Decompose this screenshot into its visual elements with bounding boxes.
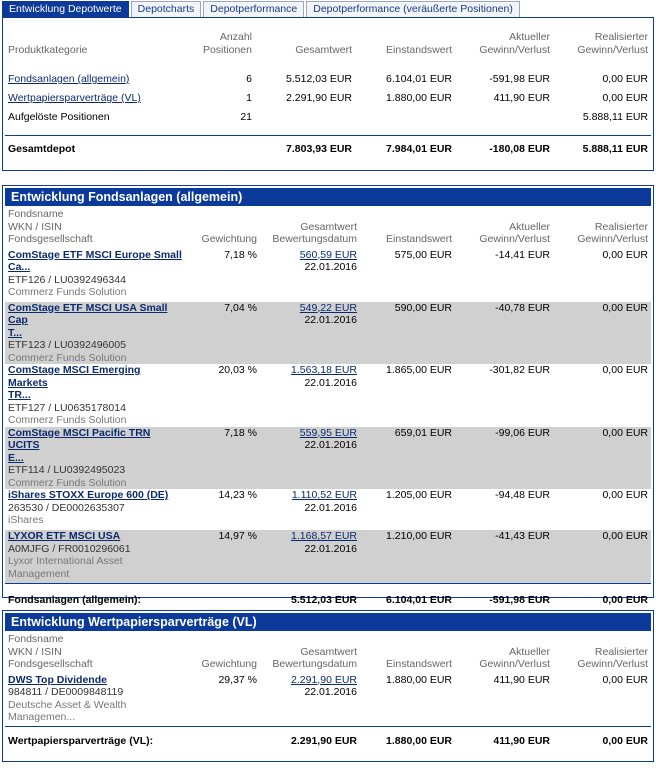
- fund-row: ComStage ETF MSCI USA Small Cap T... ETF123 / LU0392496005 Commerz Funds Solution 7,04 % 549,22 EUR 22.01.2016 590,00 EUR -40,78 EUR 0,00 EUR: [5, 302, 651, 365]
- link-fondsanlagen[interactable]: Fondsanlagen (allgemein): [8, 73, 130, 85]
- col-einstandswert: Einstandswert: [386, 233, 452, 245]
- vl-total-label: Wertpapiersparverträge (VL):: [5, 727, 260, 755]
- col-einstandswert: Einstandswert: [386, 658, 452, 670]
- gesamtwert: [255, 108, 355, 127]
- vl-title: Entwicklung Wertpapiersparverträge (VL): [5, 613, 651, 631]
- overview-table: [5, 31, 651, 162]
- bewertungsdatum: 22.01.2016: [304, 376, 357, 389]
- funds-total-gesamtwert: 5.512,03 EUR: [260, 583, 360, 617]
- fund-name-link[interactable]: ComStage MSCI Emerging Markets TR...: [8, 364, 141, 401]
- col-realisierter-gv: Realisierter Gewinn/Verlust: [577, 645, 648, 670]
- einstandswert: 1.210,00 EUR: [386, 530, 452, 542]
- total-gesamtwert: 7.803,93 EUR: [255, 135, 355, 162]
- tab-depotperformance-veraeussert[interactable]: Depotperformance (veräußerte Positionen): [306, 1, 520, 17]
- realisierter-gv: 0,00 EUR: [602, 248, 648, 261]
- bewertungsdatum: 22.01.2016: [304, 542, 357, 555]
- col-gesamtwert: Gesamtwert Bewertungsdatum: [272, 220, 357, 245]
- gesamtwert-link[interactable]: 560,59 EUR: [299, 248, 357, 261]
- einstandswert: 1.880,00 EUR: [386, 92, 452, 104]
- tab-bar: [2, 1, 522, 17]
- col-aktueller-gv: Aktueller Gewinn/Verlust: [479, 645, 550, 670]
- col-realisierter-gv: Realisierter Gewinn/Verlust: [577, 220, 648, 245]
- tab-entwicklung-depotwerte[interactable]: Entwicklung Depotwerte: [2, 1, 129, 17]
- einstandswert: 1.880,00 EUR: [386, 673, 452, 686]
- total-aktueller-gv: -180,08 EUR: [455, 135, 553, 162]
- funds-total-einstandswert: 6.104,01 EUR: [360, 583, 455, 617]
- overview-row-aufgeloest: [5, 108, 651, 127]
- realisierter-gv: 0,00 EUR: [602, 92, 648, 104]
- gesamtwert-link[interactable]: 1.110,52 EUR: [291, 489, 357, 501]
- vl-total-einstandswert: 1.880,00 EUR: [360, 727, 455, 755]
- einstandswert: 575,00 EUR: [394, 248, 452, 261]
- funds-title: Entwicklung Fondsanlagen (allgemein): [5, 188, 651, 206]
- realisierter-gv: 0,00 EUR: [602, 73, 648, 85]
- aktueller-gv: -41,43 EUR: [495, 530, 550, 542]
- fund-name-link[interactable]: ComStage ETF MSCI USA Small Cap T...: [8, 301, 168, 339]
- einstandswert: 590,00 EUR: [394, 301, 452, 314]
- fund-name-link[interactable]: DWS Top Dividende: [8, 673, 107, 686]
- aktueller-gv: -99,06 EUR: [495, 426, 550, 439]
- fund-name-link[interactable]: iShares STOXX Europe 600 (DE): [8, 489, 169, 501]
- vl-table: [5, 633, 651, 755]
- count: 6: [246, 73, 252, 85]
- count: 1: [246, 92, 252, 104]
- einstandswert: 659,01 EUR: [394, 426, 452, 439]
- vl-total-row: [5, 727, 651, 755]
- col-realisierter-gv: Realisierter Gewinn/Verlust: [577, 31, 648, 56]
- total-realisierter-gv: 5.888,11 EUR: [553, 135, 651, 162]
- realisierter-gv: 5.888,11 EUR: [582, 111, 648, 123]
- realisierter-gv: 0,00 EUR: [602, 301, 648, 314]
- col-gesamtwert: Gesamtwert Bewertungsdatum: [272, 645, 357, 670]
- gesamtwert: 5.512,03 EUR: [286, 73, 352, 85]
- einstandswert: [355, 108, 455, 127]
- gewichtung: 7,18 %: [224, 248, 257, 261]
- gesamtwert-link[interactable]: 1.563,18 EUR: [291, 364, 357, 376]
- overview-row-vl: [5, 89, 651, 108]
- bewertungsdatum: 22.01.2016: [304, 686, 357, 698]
- funds-total-aktueller-gv: -591,98 EUR: [455, 583, 553, 617]
- fund-row: iShares STOXX Europe 600 (DE) 263530 / DE0002635307 iShares 14,23 % 1.110,52 EUR 22.01.2016 1.205,00 EUR -94,48 EUR 0,00 EUR: [5, 489, 651, 530]
- funds-panel: [2, 185, 654, 607]
- aktueller-gv: 411,90 EUR: [493, 92, 550, 104]
- funds-table: [5, 208, 651, 617]
- gesamtwert-link[interactable]: 1.168,57 EUR: [291, 530, 357, 542]
- col-aktueller-gv: Aktueller Gewinn/Verlust: [479, 220, 550, 245]
- overview-row-fondsanlagen: [5, 70, 651, 89]
- overview-total-row: [5, 135, 651, 162]
- fund-row: ComStage MSCI Emerging Markets TR... ETF127 / LU0635178014 Commerz Funds Solution 20,03 % 1.563,18 EUR 22.01.2016 1.865,00 EUR -301,82 EUR 0,00 EUR: [5, 364, 651, 427]
- gesamtwert-link[interactable]: 549,22 EUR: [299, 301, 357, 314]
- einstandswert: 6.104,01 EUR: [386, 73, 452, 85]
- funds-total-label: Fondsanlagen (allgemein):: [5, 583, 260, 617]
- total-einstandswert: 7.984,01 EUR: [355, 135, 455, 162]
- vl-total-realisierter-gv: 0,00 EUR: [553, 727, 651, 755]
- aktueller-gv: -14,41 EUR: [495, 248, 550, 261]
- gewichtung: 14,97 %: [218, 530, 257, 542]
- vl-total-gesamtwert: 2.291,90 EUR: [260, 727, 360, 755]
- count: 21: [240, 111, 252, 123]
- tab-depotcharts[interactable]: Depotcharts: [131, 1, 202, 17]
- fund-row: ComStage MSCI Pacific TRN UCITS E... ETF114 / LU0392495023 Commerz Funds Solution 7,18 % 559,95 EUR 22.01.2016 659,01 EUR -99,06 EUR 0,00 EUR: [5, 427, 651, 490]
- fund-name-link[interactable]: ComStage ETF MSCI Europe Small Ca...: [8, 248, 182, 273]
- gesamtwert-link[interactable]: 2.291,90 EUR: [291, 673, 357, 686]
- gewichtung: 14,23 %: [218, 489, 257, 501]
- label-aufgeloeste-positionen: Aufgelöste Positionen: [8, 111, 110, 123]
- col-fondsname: Fondsname WKN / ISIN Fondsgesellschaft: [8, 208, 93, 245]
- bewertungsdatum: 22.01.2016: [304, 261, 357, 273]
- col-einstandswert: Einstandswert: [386, 43, 452, 56]
- gewichtung: 29,37 %: [218, 673, 257, 686]
- aktueller-gv: -591,98 EUR: [489, 73, 550, 85]
- fund-row: LYXOR ETF MSCI USA A0MJFG / FR0010296061 Lyxor International Asset Management 14,97 % 1.168,57 EUR 22.01.2016 1.210,00 EUR -41,43 EUR 0,00 EUR: [5, 530, 651, 583]
- col-fondsname: Fondsname WKN / ISIN Fondsgesellschaft: [8, 633, 93, 670]
- bewertungsdatum: 22.01.2016: [304, 439, 357, 451]
- vl-row: DWS Top Dividende 984811 / DE0009848119 Deutsche Asset & Wealth Managemen... 29,37 % 2.291,90 EUR 22.01.2016 1.880,00 EUR 411,90 EUR 0,00 EUR: [5, 674, 651, 727]
- aktueller-gv: [455, 108, 553, 127]
- funds-total-realisierter-gv: 0,00 EUR: [553, 583, 651, 617]
- realisierter-gv: 0,00 EUR: [602, 673, 648, 686]
- aktueller-gv: 411,90 EUR: [493, 673, 550, 686]
- fund-name-link[interactable]: ComStage MSCI Pacific TRN UCITS E...: [8, 426, 151, 464]
- col-gewichtung: Gewichtung: [201, 233, 257, 245]
- aktueller-gv: -94,48 EUR: [495, 489, 550, 501]
- realisierter-gv: 0,00 EUR: [602, 489, 648, 501]
- overview-header: [5, 31, 651, 56]
- vl-panel: [2, 610, 654, 762]
- gewichtung: 7,04 %: [224, 301, 257, 314]
- overview-panel: [2, 17, 654, 171]
- fund-name-link[interactable]: LYXOR ETF MSCI USA: [8, 530, 121, 542]
- vl-total-aktueller-gv: 411,90 EUR: [455, 727, 553, 755]
- realisierter-gv: 0,00 EUR: [602, 364, 648, 376]
- link-wertpapiersparvertraege[interactable]: Wertpapiersparverträge (VL): [8, 92, 141, 104]
- col-gesamtwert: Gesamtwert: [295, 43, 352, 56]
- einstandswert: 1.205,00 EUR: [386, 489, 452, 501]
- col-aktueller-gv: Aktueller Gewinn/Verlust: [479, 31, 550, 56]
- realisierter-gv: 0,00 EUR: [602, 530, 648, 542]
- gewichtung: 7,18 %: [224, 426, 257, 439]
- tab-depotperformance[interactable]: Depotperformance: [203, 1, 304, 17]
- funds-header: [5, 208, 651, 246]
- fund-row: ComStage ETF MSCI Europe Small Ca... ETF126 / LU0392496344 Commerz Funds Solution 7,18 % 560,59 EUR 22.01.2016 575,00 EUR -14,41 EUR 0,00 EUR: [5, 249, 651, 302]
- gewichtung: 20,03 %: [218, 364, 257, 376]
- einstandswert: 1.865,00 EUR: [386, 364, 452, 376]
- col-anzahl: Anzahl Positionen: [202, 31, 252, 56]
- aktueller-gv: -40,78 EUR: [495, 301, 550, 314]
- aktueller-gv: -301,82 EUR: [489, 364, 550, 376]
- gesamtwert-link[interactable]: 559,95 EUR: [299, 426, 357, 439]
- realisierter-gv: 0,00 EUR: [602, 426, 648, 439]
- vl-header: [5, 633, 651, 671]
- bewertungsdatum: 22.01.2016: [304, 501, 357, 514]
- bewertungsdatum: 22.01.2016: [304, 314, 357, 326]
- col-gewichtung: Gewichtung: [201, 658, 257, 670]
- total-label: Gesamtdepot: [5, 135, 175, 162]
- gesamtwert: 2.291,90 EUR: [286, 92, 352, 104]
- col-produktkategorie: Produktkategorie: [8, 43, 88, 56]
